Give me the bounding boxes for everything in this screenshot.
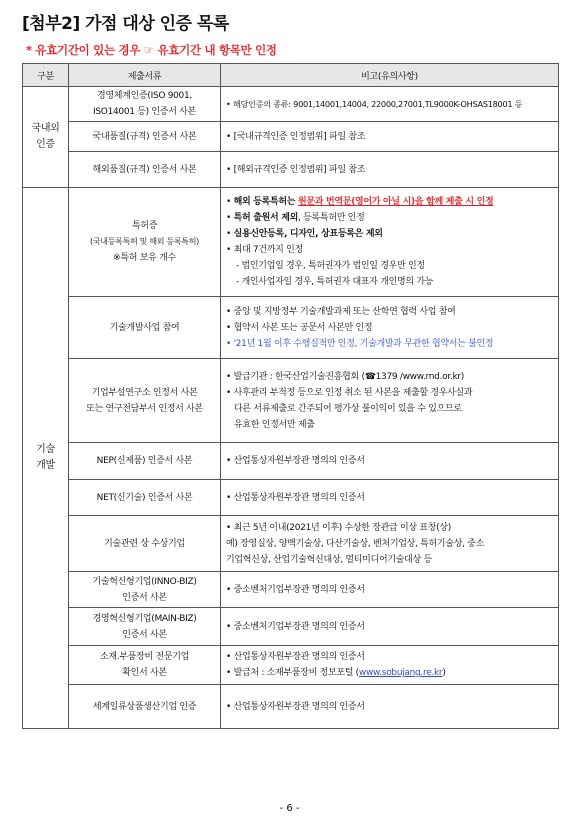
category-label: 기술 <box>36 444 55 455</box>
doc-line: 소재.부품장비 전문기업 <box>99 652 190 662</box>
table-row <box>23 646 559 685</box>
note-line: - 법인기업일 경우, 특허권자가 법인일 경우만 인정 <box>236 261 425 271</box>
note-line: • [해외규격인증 인정범위] 파일 참조 <box>226 164 366 175</box>
header-notes: 비고(유의사항) <box>221 64 559 87</box>
table-row <box>23 122 559 152</box>
doc-line: ※특허 보유 개수 <box>113 253 176 263</box>
note-line: • 특허 출원서 제외, 등록특허만 인정 <box>226 213 365 223</box>
note-patent <box>221 188 559 297</box>
note-line: - 개인사업자일 경우, 특허권자 대표자 개인명의 가능 <box>236 277 434 287</box>
doc-world-class-product: 세계일류상품생산기업 인증 <box>69 685 221 729</box>
doc-mainbiz <box>69 608 221 646</box>
category-tech-development <box>23 188 69 729</box>
doc-line: 기술혁신형기업(INNO-BIZ) <box>92 576 197 587</box>
note-line: • 최대 7건까지 인정 <box>226 245 303 255</box>
doc-line: 경영혁신형기업(MAIN-BIZ) <box>92 613 197 624</box>
page-title: [첨부2] 가점 대상 인증 목록 <box>22 14 229 34</box>
page-number: - 6 - <box>279 803 300 814</box>
table-row <box>23 608 559 646</box>
table-row <box>23 297 559 359</box>
note-sobujang <box>221 646 559 685</box>
note-line: 기업혁신상, 산업기술혁신대상, 멀티미디어기술대상 등 <box>226 554 432 565</box>
note-line: • 중소벤처기업부장관 명의의 인증서 <box>226 584 365 595</box>
table-row <box>23 516 559 572</box>
note-line: • 발급기관 : 한국산업기술진흥협회 (☎1379 /www.rnd.or.kr) <box>226 371 465 382</box>
validity-notice: * 유효기간이 있는 경우 ☞ 유효기간 내 항목만 인정 <box>26 43 277 57</box>
doc-innobiz <box>69 572 221 608</box>
note-net <box>221 480 559 516</box>
table-row <box>23 685 559 729</box>
doc-net: NET(신기술) 인증서 사본 <box>69 480 221 516</box>
doc-tech-project: 기술개발사업 참여 <box>69 297 221 359</box>
doc-sobujang <box>69 646 221 685</box>
doc-research-institute <box>69 359 221 443</box>
note-tech-award <box>221 516 559 572</box>
note-line: • 산업통상자원부장관 명의의 인증서 <box>226 456 365 466</box>
doc-line: 또는 연구전담부서 인정서 사본 <box>86 403 203 414</box>
table-row <box>23 480 559 516</box>
header-category: 구분 <box>23 64 69 87</box>
table-row <box>23 188 559 297</box>
doc-line: 기업부설연구소 인정서 사본 <box>91 387 198 398</box>
doc-management-system <box>69 87 221 122</box>
category-label: 인증 <box>36 139 55 150</box>
certification-table <box>22 63 559 729</box>
table-row <box>23 152 559 188</box>
category-domestic-foreign <box>23 87 69 188</box>
doc-patent <box>69 188 221 297</box>
doc-foreign-quality: 해외품질(규격) 인증서 사본 <box>69 152 221 188</box>
note-line: • 산업통상자원부장관 명의의 인증서 <box>226 652 365 662</box>
doc-line: 인증서 사본 <box>122 592 167 603</box>
note-line: • 실용신안등록, 디자인, 상표등록은 제외 <box>226 229 383 239</box>
doc-domestic-quality: 국내품질(규격) 인증서 사본 <box>69 122 221 152</box>
doc-line: (국내등록특허 및 해외 등록특허) <box>90 237 199 246</box>
note-line: • 산업통상자원부장관 명의의 인증서 <box>226 492 365 503</box>
note-line: • 해당인증의 종류: 9001,14001,14004, 22000,27001,TL9000K-OHSAS18001 등 <box>226 99 523 109</box>
note-line: 예) 장영실상, 양백기술상, 다산기술상, 벤처기업상, 특허기술상, 중소 <box>226 538 485 549</box>
note-innobiz <box>221 572 559 608</box>
table-header-row <box>23 64 559 87</box>
table-row <box>23 572 559 608</box>
note-line: • 해외 등록특허는 원문과 번역문(영어가 아닐 시)을 함께 제출 시 인정 <box>226 197 494 207</box>
note-research-institute <box>221 359 559 443</box>
sobujang-portal-link[interactable]: www.sobujang.re.kr <box>358 668 443 678</box>
doc-line: ISO14001 등) 인증서 사본 <box>93 107 196 117</box>
note-domestic-quality <box>221 122 559 152</box>
note-line: • '21년 1월 이후 수행실적만 인정, 기술개발과 무관한 협약서는 불인정 <box>226 338 494 349</box>
category-label: 국내외 <box>31 123 60 134</box>
doc-line: 경영체계인증(ISO 9001, <box>97 91 192 101</box>
note-line: 다른 서류제출로 간주되어 평가상 불이익이 있을 수 있으므로 <box>234 403 462 414</box>
note-mainbiz <box>221 608 559 646</box>
note-foreign-quality <box>221 152 559 188</box>
doc-line: 특허증 <box>131 221 158 231</box>
note-nep <box>221 443 559 480</box>
note-line: • [국내규격인증 인정범위] 파일 참조 <box>226 131 366 142</box>
doc-tech-award: 기술관련 상 수상기업 <box>69 516 221 572</box>
note-world-class-product <box>221 685 559 729</box>
note-line: • 협약서 사본 또는 공문서 사본만 인정 <box>226 322 373 333</box>
doc-nep: NEP(신제품) 인증서 사본 <box>69 443 221 480</box>
note-line: • 발급처 : 소재부품장비 정보포털 (www.sobujang.re.kr) <box>226 668 446 678</box>
table-row <box>23 443 559 480</box>
header-document: 제출서류 <box>69 64 221 87</box>
table-row <box>23 87 559 122</box>
note-line: • 사후관리 부적정 등으로 인정 취소 된 사본을 제출할 경우사실과 <box>226 387 473 398</box>
category-label: 개발 <box>36 460 55 471</box>
note-line: • 최근 5년 이내(2021년 이후) 수상한 장관급 이상 표창(상) <box>226 522 451 533</box>
note-tech-project <box>221 297 559 359</box>
doc-line: 확인서 사본 <box>122 668 167 678</box>
table-row <box>23 359 559 443</box>
note-management-system <box>221 87 559 122</box>
doc-line: 인증서 사본 <box>122 629 167 640</box>
note-line: • 산업통상자원부장관 명의의 인증서 <box>226 701 365 712</box>
note-line: • 중앙 및 지방정부 기술개발과제 또는 산학연 협력 사업 참여 <box>226 306 456 317</box>
note-line: • 중소벤처기업부장관 명의의 인증서 <box>226 621 365 632</box>
note-line: 유효한 인정서만 제출 <box>234 419 315 430</box>
